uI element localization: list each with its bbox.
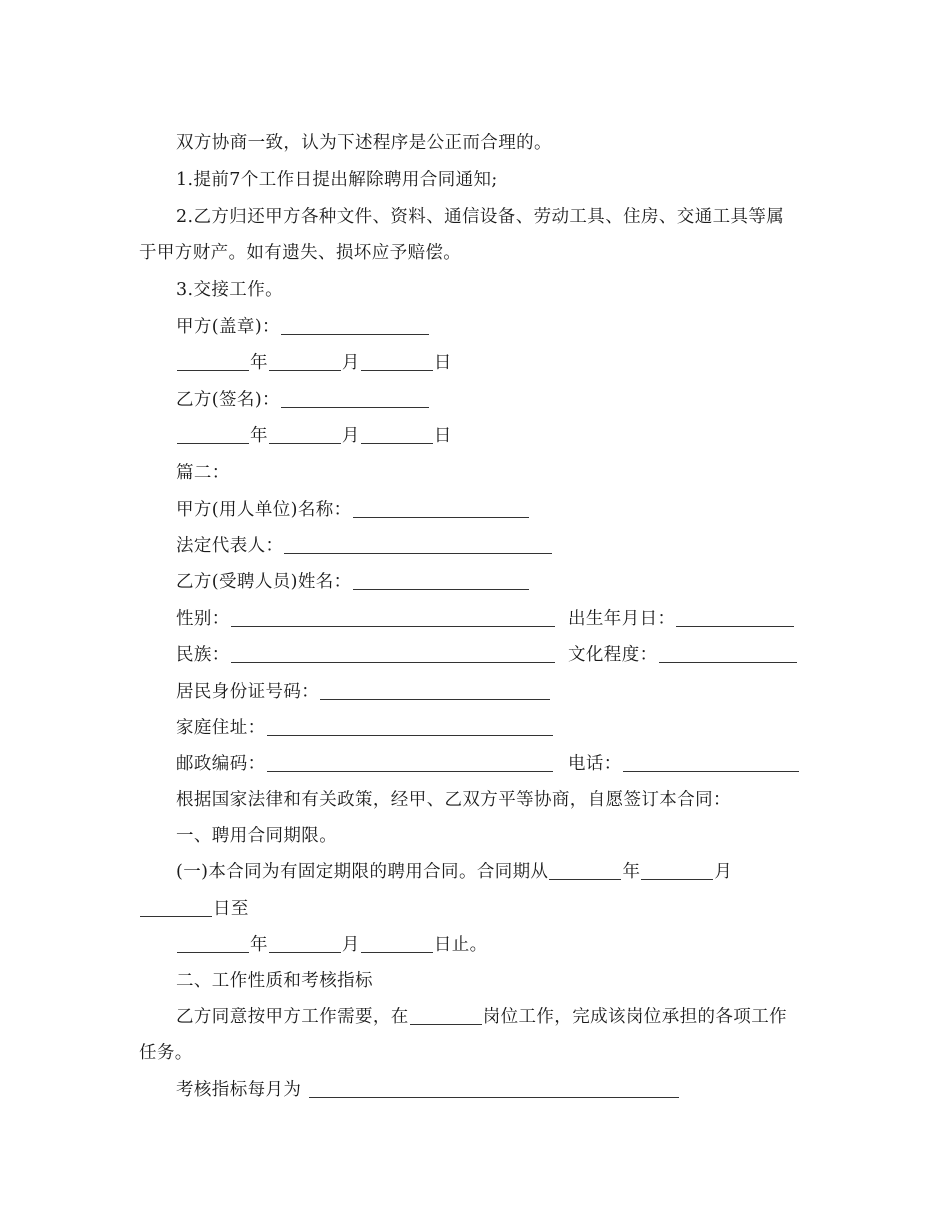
day-end-label: 日止。	[433, 935, 488, 955]
employer-name-label: 甲方(用人单位)名称：	[176, 500, 352, 520]
party-b-sign-line	[176, 388, 430, 412]
term-text: (一)本合同为有固定期限的聘用合同。合同期从	[176, 862, 549, 882]
start-month-blank	[641, 861, 713, 880]
birth-date-label: 出生年月日：	[568, 609, 676, 629]
home-address-line	[176, 716, 554, 740]
ethnicity-label: 民族：	[176, 645, 230, 665]
ethnicity-blank	[231, 644, 555, 663]
year-label: 年	[250, 935, 268, 955]
position-text-b: 岗位工作，完成该岗位承担的各项工作	[482, 1007, 788, 1027]
end-year-blank	[177, 934, 249, 953]
kpi-blank	[309, 1079, 679, 1098]
day-label: 日	[433, 353, 452, 373]
paragraph-item-1	[176, 168, 498, 192]
birth-date-blank	[676, 608, 794, 627]
text: 任务。	[139, 1043, 193, 1063]
legal-rep-label: 法定代表人：	[176, 536, 284, 556]
start-day-blank	[140, 898, 212, 917]
section-two-heading	[176, 969, 373, 993]
party-b-sign-label: 乙方(签名)：	[176, 390, 280, 410]
date-line-a	[176, 351, 452, 375]
party-a-seal-blank	[281, 316, 429, 335]
id-number-line	[176, 680, 551, 704]
text: 3.交接工作。	[176, 280, 283, 300]
education-blank	[659, 644, 797, 663]
kpi-line	[176, 1078, 680, 1102]
text: 2.乙方归还甲方各种文件、资料、通信设备、劳动工具、住房、交通工具等属	[176, 207, 785, 227]
text: 于甲方财产。如有遗失、损坏应予赔偿。	[139, 243, 462, 263]
year-label: 年	[250, 426, 268, 446]
paragraph-term	[176, 860, 732, 884]
date-line-b	[176, 424, 452, 448]
month-blank	[269, 352, 341, 371]
position-text-a: 乙方同意按甲方工作需要，在	[176, 1007, 409, 1027]
paragraph-term-cont	[139, 897, 249, 921]
phone-label: 电话：	[568, 754, 622, 774]
paragraph-item-2-cont	[139, 241, 461, 265]
postal-code-label: 邮政编码：	[176, 754, 266, 774]
day-blank	[361, 425, 433, 444]
section-part-two	[176, 461, 230, 485]
year-label: 年	[250, 353, 268, 373]
position-blank	[410, 1006, 482, 1025]
text: 1.提前7个工作日提出解除聘用合同通知;	[176, 170, 498, 190]
text: 一、聘用合同期限。	[176, 826, 338, 846]
gender-blank	[231, 608, 555, 627]
employee-name-blank	[353, 571, 529, 590]
postal-code-line	[176, 752, 554, 776]
education-field	[568, 643, 798, 667]
day-to-label: 日至	[213, 899, 249, 919]
month-label: 月	[341, 353, 360, 373]
legal-rep-line	[176, 534, 553, 558]
id-number-label: 居民身份证号码：	[176, 682, 320, 702]
postal-code-blank	[267, 753, 553, 772]
home-address-label: 家庭住址：	[176, 718, 266, 738]
phone-blank	[623, 753, 799, 772]
employee-name-line	[176, 570, 530, 594]
gender-label: 性别：	[176, 609, 230, 629]
phone-field	[568, 752, 800, 776]
employee-name-label: 乙方(受聘人员)姓名：	[176, 572, 352, 592]
end-date-line	[176, 933, 488, 957]
paragraph-preamble	[176, 788, 731, 812]
paragraph-position-cont	[139, 1041, 193, 1065]
home-address-blank	[267, 717, 553, 736]
end-day-blank	[361, 934, 433, 953]
year-blank	[177, 425, 249, 444]
ethnicity-line	[176, 643, 556, 667]
paragraph-position	[176, 1005, 787, 1029]
day-blank	[361, 352, 433, 371]
month-label: 月	[341, 426, 360, 446]
id-number-blank	[320, 681, 550, 700]
employer-name-line	[176, 498, 530, 522]
text: 篇二：	[176, 463, 230, 483]
year-blank	[177, 352, 249, 371]
month-label: 月	[341, 935, 360, 955]
text: 二、工作性质和考核指标	[176, 971, 373, 991]
paragraph-item-2	[176, 205, 784, 229]
start-year-blank	[549, 861, 621, 880]
gender-line	[176, 607, 556, 631]
year-label: 年	[622, 862, 641, 882]
legal-rep-blank	[284, 535, 552, 554]
party-b-sign-blank	[281, 389, 429, 408]
section-one-heading	[176, 824, 337, 848]
month-blank	[269, 425, 341, 444]
paragraph-item-3	[176, 278, 283, 302]
text: 根据国家法律和有关政策，经甲、乙双方平等协商，自愿签订本合同：	[176, 790, 731, 810]
day-label: 日	[433, 426, 452, 446]
education-label: 文化程度：	[568, 645, 658, 665]
kpi-label: 考核指标每月为	[176, 1080, 302, 1100]
month-label: 月	[714, 862, 733, 882]
birth-date-field	[568, 607, 795, 631]
party-a-seal-label: 甲方(盖章)：	[176, 317, 280, 337]
employer-name-blank	[353, 499, 529, 518]
text: 双方协商一致，认为下述程序是公正而合理的。	[176, 133, 552, 153]
end-month-blank	[269, 934, 341, 953]
party-a-seal-line	[176, 315, 430, 339]
paragraph-agreement	[176, 131, 552, 155]
